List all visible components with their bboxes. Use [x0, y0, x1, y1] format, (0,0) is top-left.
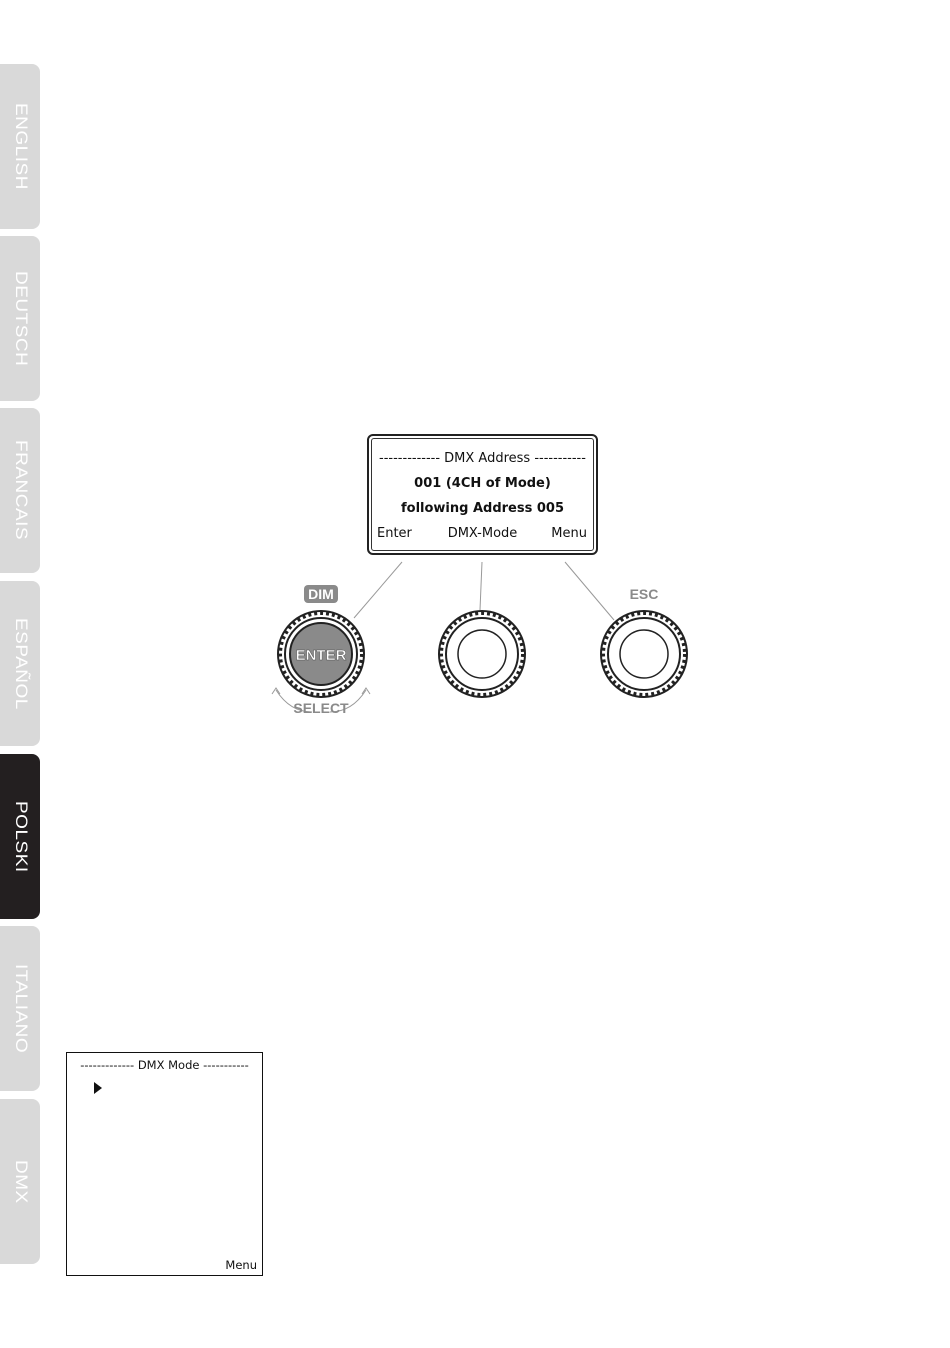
dim-label: DIM — [308, 586, 334, 602]
tab-dmx-label: DMX — [11, 1159, 30, 1204]
tab-dmx[interactable] — [0, 1099, 40, 1264]
leader-line-center — [480, 562, 482, 610]
selection-cursor-icon — [94, 1082, 102, 1094]
center-knob[interactable] — [439, 611, 525, 697]
leader-line-right — [565, 562, 614, 620]
display-title: ------------- DMX Address ----------- — [379, 451, 586, 466]
lcd-display — [367, 434, 598, 555]
tab-deutsch[interactable] — [0, 236, 40, 401]
dmx-mode-title: ------------- DMX Mode ----------- — [80, 1058, 249, 1072]
dim-badge — [304, 585, 338, 603]
softkey-menu-label: Menu — [551, 526, 587, 541]
enter-label: ENTER — [295, 647, 347, 664]
tab-francais[interactable] — [0, 408, 40, 573]
tab-english-label: ENGLISH — [11, 103, 30, 190]
tab-espanol-label: ESPAÑOL — [11, 617, 30, 710]
display-address-line: 001 (4CH of Mode) — [414, 476, 551, 491]
leader-line-left — [354, 562, 402, 618]
softkey-enter-label: Enter — [377, 526, 412, 541]
tab-polski[interactable] — [0, 754, 40, 919]
tab-polski-label: POLSKI — [11, 800, 30, 873]
tab-italiano[interactable] — [0, 926, 40, 1091]
mode-menu-label: Menu — [225, 1258, 257, 1272]
tab-deutsch-label: DEUTSCH — [11, 270, 30, 367]
esc-knob[interactable] — [601, 611, 687, 697]
display-following-line: following Address 005 — [400, 501, 565, 516]
tab-espanol[interactable] — [0, 581, 40, 746]
esc-label: ESC — [629, 586, 659, 602]
control-knobs-illustration — [260, 555, 700, 725]
tab-francais-label: FRANCAIS — [11, 440, 30, 541]
dmx-mode-screen — [66, 1052, 263, 1276]
softkey-dmx-mode-label: DMX-Mode — [447, 526, 518, 541]
select-label: SELECT — [293, 700, 349, 716]
tab-italiano-label: ITALIANO — [11, 963, 30, 1054]
tab-english[interactable] — [0, 64, 40, 229]
enter-knob[interactable] — [278, 611, 364, 697]
